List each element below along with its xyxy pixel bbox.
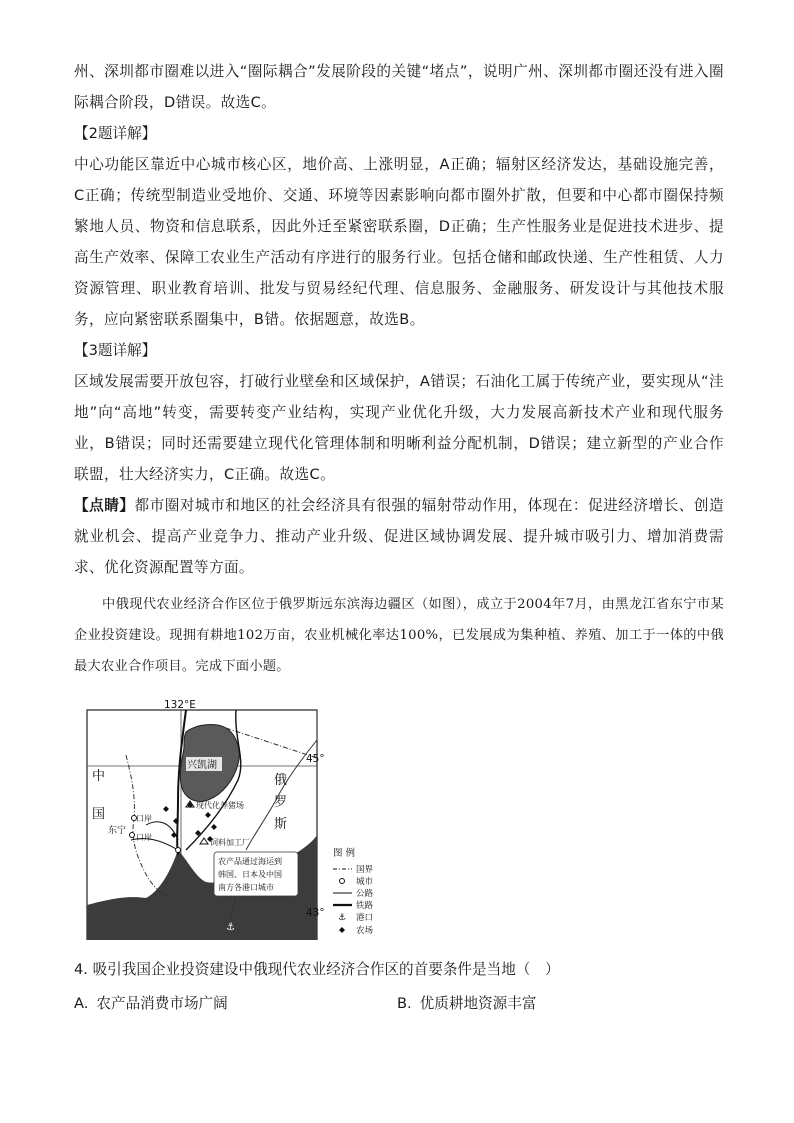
lake-label: 兴凯湖 — [187, 760, 217, 771]
legend-border: 国界 — [356, 865, 374, 875]
harbor-icon: ⚓ — [338, 913, 347, 923]
dongning-label: 东宁 — [108, 826, 127, 836]
russia-label-2: 罗 — [274, 795, 288, 810]
note-line-3: 南方各港口城市 — [218, 883, 274, 892]
option-a-label: A. — [74, 995, 89, 1012]
note-line-2: 韩国、日本及中国 — [218, 870, 282, 879]
china-label-1: 中 — [92, 769, 106, 784]
option-b[interactable] — [397, 992, 536, 1013]
legend-road: 公路 — [356, 889, 374, 899]
latitude-43-label: 43° — [306, 907, 325, 919]
paragraph-1: 州、深圳都市圈难以进入“圈际耦合”发展阶段的关键“堵点”，说明广州、深圳都市圈还没有进入圈际耦合阶段，D错误。故选C。 — [74, 63, 724, 111]
tip-label: 【点睛】 — [74, 497, 135, 514]
option-b-label: B. — [397, 995, 412, 1012]
china-label-2: 国 — [92, 807, 106, 822]
russia-label-3: 斯 — [274, 817, 288, 832]
farm-icon — [339, 927, 345, 933]
tip-paragraph — [74, 490, 724, 583]
svg-text:⚓: ⚓ — [226, 922, 235, 933]
option-a[interactable] — [74, 992, 228, 1013]
pig-farm-label: 现代化养猪场 — [196, 801, 244, 810]
option-b-text: 优质耕地资源丰富 — [419, 995, 537, 1012]
latitude-45-label: 45° — [306, 753, 325, 765]
legend-city: 城市 — [356, 877, 374, 887]
russia-label-1: 俄 — [274, 773, 288, 788]
map-legend — [330, 845, 420, 945]
heading-q2: 【2题详解】 — [74, 125, 157, 142]
question-4: 4. 吸引我国企业投资建设中俄现代农业经济合作区的首要条件是当地（ ） — [74, 961, 560, 978]
feed-plant-label: 饲料加工厂 — [210, 838, 250, 847]
legend-rail: 铁路 — [356, 901, 374, 911]
legend-title: 图 例 — [333, 848, 356, 859]
port-label-1: 口岸 — [136, 814, 152, 823]
paragraph-3: 区域发展需要开放包容，打破行业壁垒和区域保护，A错误；石油化工属于传统产业，要实现从“洼地”向“高地”转变，需要转变产业结构，实现产业优化升级，大力发展高新技术产业和现代服务业，B错误；同时还需要建立现代化管理体制和明晰利益分配机制，D错误；建立新型的产业合作联盟，壮大经济实力，C正确。故选C。 — [74, 373, 724, 483]
port-label-2: 口岸 — [136, 833, 152, 842]
legend-farm: 农场 — [356, 926, 374, 936]
longitude-label: 132°E — [164, 700, 196, 711]
tip-text: 都市圈对城市和地区的社会经济具有很强的辐射带动作用，体现在：促进经济增长、创造就业机会、提高产业竞争力、推动产业升级、促进区域协调发展、提升城市吸引力、增加消费需求、优化资源配置等方面。 — [74, 497, 724, 576]
answer-text — [74, 56, 724, 682]
legend-harbor: 港口 — [356, 913, 374, 923]
intro-paragraph: 中俄现代农业经济合作区位于俄罗斯远东滨海边疆区（如图），成立于2004年7月，由黑龙江省东宁市某企业投资建设。现拥有耕地102万亩，农业机械化率达100%，已发展成为集种植、养殖、加工于一体的中俄最大农业合作项目。完成下面小题。 — [74, 597, 724, 674]
heading-q3: 【3题详解】 — [74, 342, 157, 359]
paragraph-2: 中心功能区靠近中心城市核心区，地价高、上涨明显，A正确；辐射区经济发达，基础设施完善，C正确；传统型制造业受地价、交通、环境等因素影响向都市圈外扩散，但要和中心都市圈保持频繁地人员、物资和信息联系，因此外迁至紧密联系圈，D正确；生产性服务业是促进技术进步、提高生产效率、保障工农业生产活动有序进行的服务行业。包括仓储和邮政快递、生产性租赁、人力资源管理、职业教育培训、批发与贸易经纪代理、信息服务、金融服务、研发设计与其他技术服务，应向紧密联系圈集中，B错。依据题意，故选B。 — [74, 156, 724, 328]
note-line-1: 农产品通过海运到 — [218, 857, 282, 866]
option-a-text: 农产品消费市场广阔 — [96, 995, 228, 1012]
